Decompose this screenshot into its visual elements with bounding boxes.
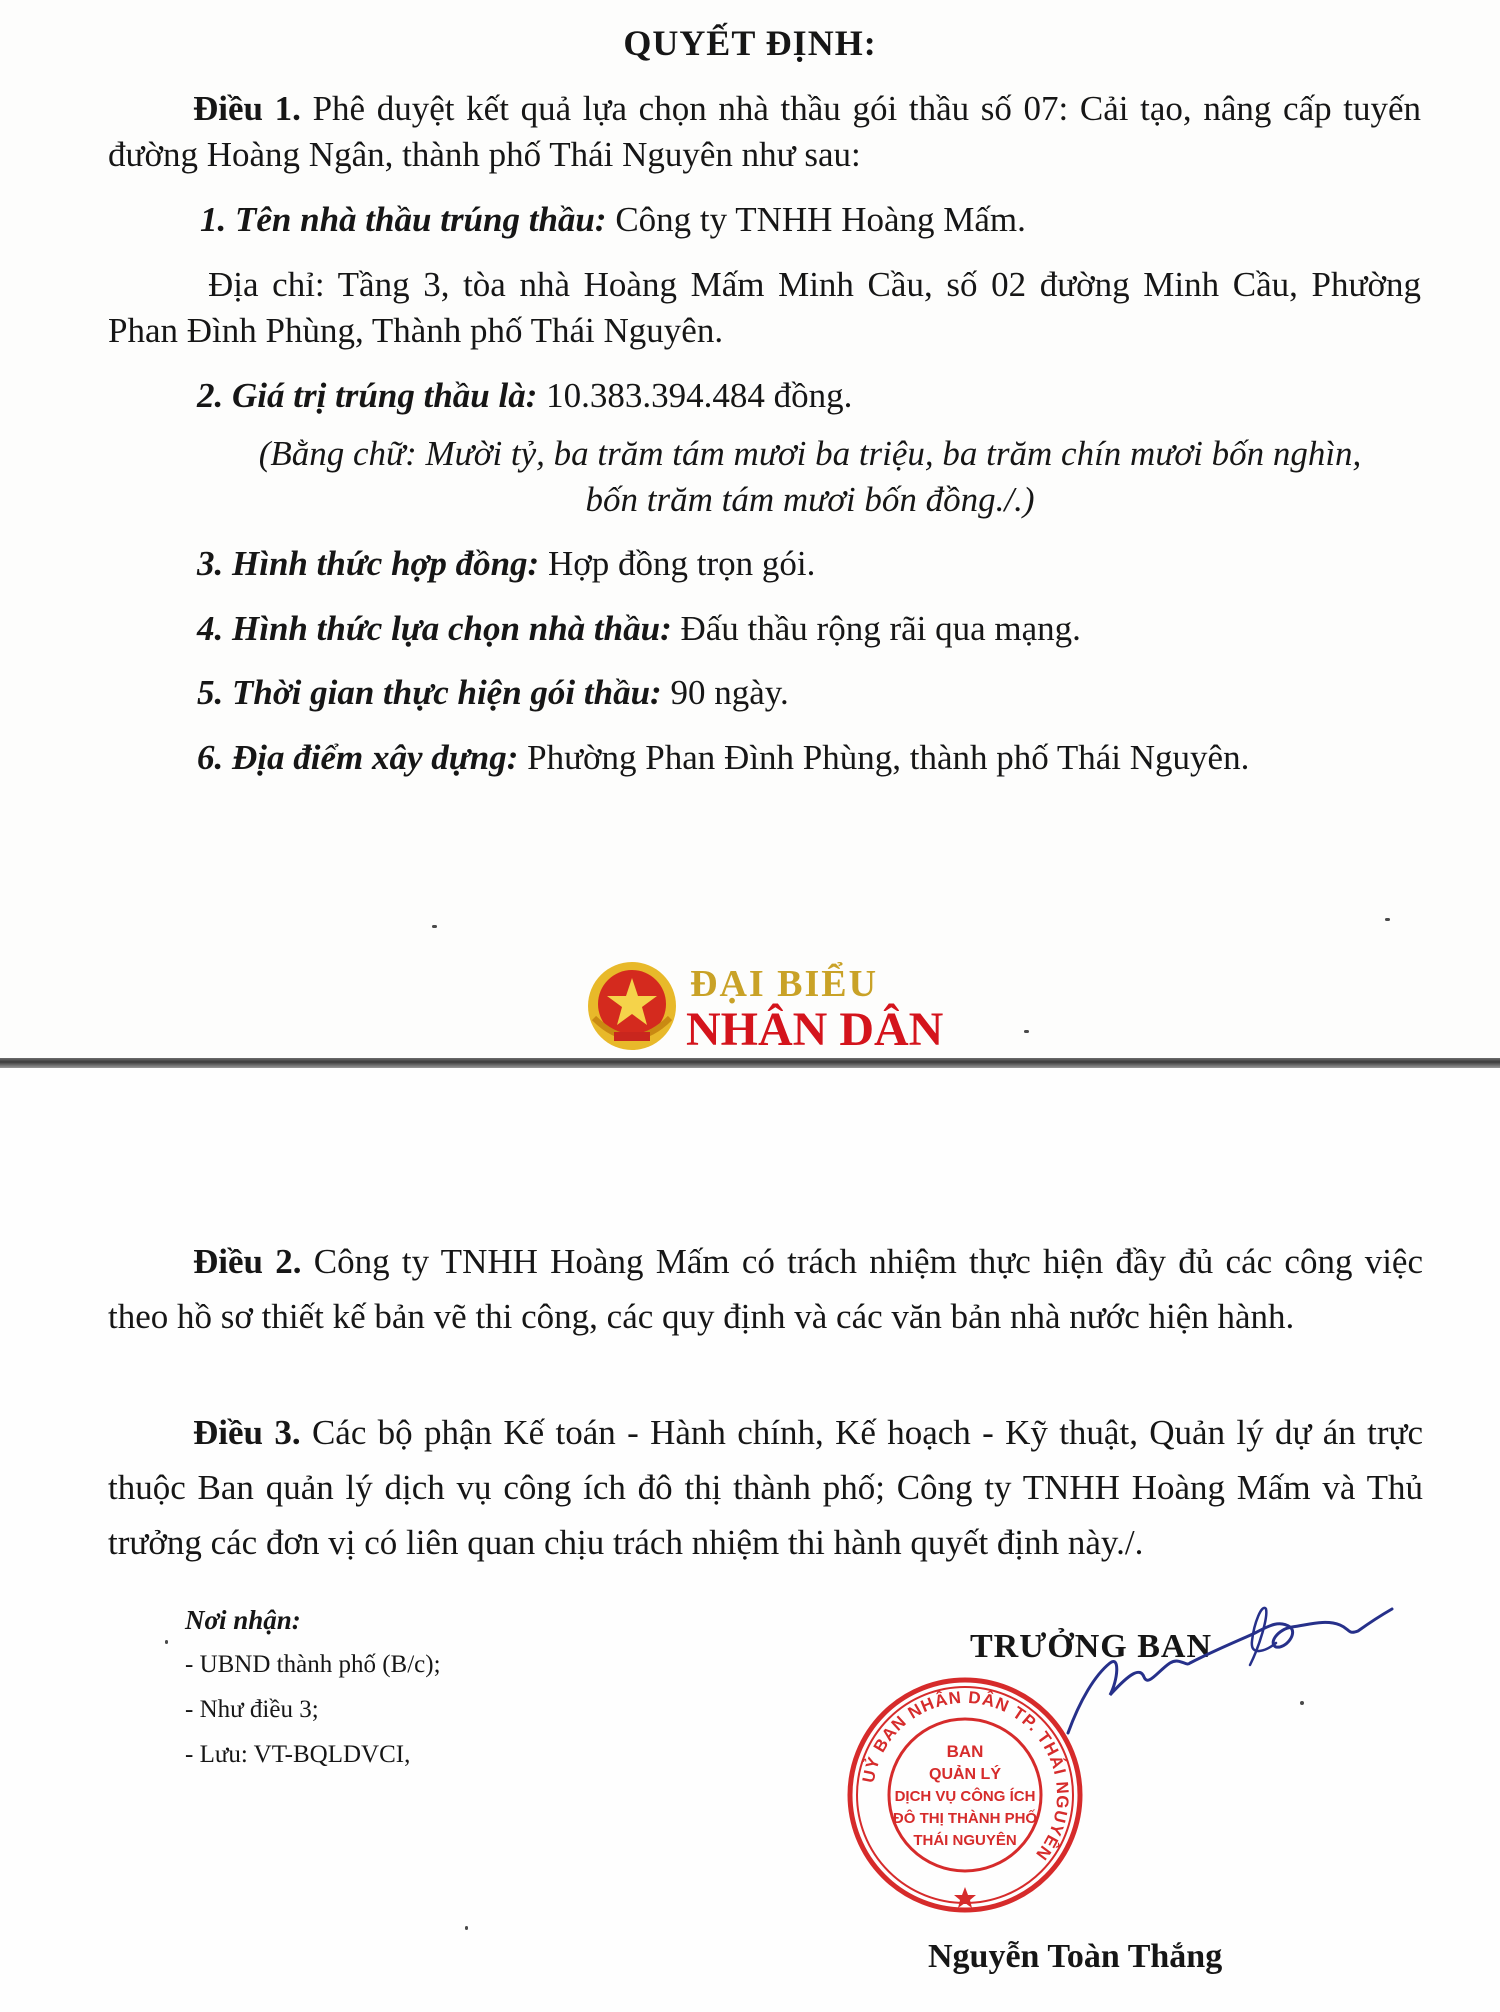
- signer-position: TRƯỞNG BAN: [970, 1628, 1213, 1665]
- contractor-address: [108, 262, 1421, 354]
- recipient-item: - Như điều 3;: [185, 1696, 319, 1723]
- dai-bieu-nhan-dan-watermark: [580, 958, 944, 1058]
- contract-type-value: Hợp đồng trọn gói.: [547, 544, 816, 583]
- contractor-address-value: Tầng 3, tòa nhà Hoàng Mấm Minh Cầu, số 02 đường Minh Cầu, Phường Phan Đình Phùng, Thành phố Thái Nguyên.: [108, 265, 1421, 350]
- contract-value: [197, 373, 1437, 419]
- scan-speck: [465, 1926, 468, 1930]
- scan-speck: [432, 925, 437, 928]
- scan-speck: [165, 1640, 168, 1644]
- watermark-line-2: NHÂN DÂN: [686, 1003, 944, 1056]
- article-1-text: Phê duyệt kết quả lựa chọn nhà thầu gói thầu số 07: Cải tạo, nâng cấp tuyến đường Hoàng Ngân, thành phố Thái Nguyên như sau:: [108, 89, 1422, 174]
- seal-line: QUẢN LÝ: [929, 1766, 1001, 1783]
- seal-ring-text: UỶ BAN NHÂN DÂN TP. THÁI NGUYÊN: [858, 1687, 1073, 1865]
- contractor-name: [200, 197, 1440, 243]
- contract-type: [197, 541, 1437, 587]
- execution-time-label: 5. Thời gian thực hiện gói thầu:: [197, 673, 662, 712]
- contract-value-amount: 10.383.394.484 đồng.: [546, 376, 853, 415]
- selection-method: [197, 606, 1437, 652]
- contractor-name-value: Công ty TNHH Hoàng Mấm.: [615, 200, 1026, 239]
- execution-time: [197, 670, 1437, 716]
- seal-line: DỊCH VỤ CÔNG ÍCH: [894, 1788, 1036, 1805]
- construction-location-value: Phường Phan Đình Phùng, thành phố Thái Nguyên.: [527, 738, 1250, 777]
- seal-line: THÁI NGUYÊN: [913, 1832, 1017, 1849]
- recipient-item: - UBND thành phố (B/c);: [185, 1651, 441, 1678]
- decision-title: QUYẾT ĐỊNH:: [623, 23, 877, 63]
- contract-type-label: 3. Hình thức hợp đồng:: [197, 544, 540, 583]
- contractor-name-label: 1. Tên nhà thầu trúng thầu:: [200, 200, 607, 239]
- contract-value-label: 2. Giá trị trúng thầu là:: [197, 376, 538, 415]
- contractor-address-label: Địa chỉ:: [208, 265, 325, 304]
- seal-line: ĐÔ THỊ THÀNH PHỐ: [892, 1810, 1038, 1827]
- recipients-title: Nơi nhận:: [185, 1605, 301, 1635]
- article-3-label: Điều 3.: [193, 1413, 301, 1452]
- construction-location-label: 6. Địa điểm xây dựng:: [197, 738, 519, 777]
- article-2-text: Công ty TNHH Hoàng Mấm có trách nhiệm thực hiện đầy đủ các công việc theo hồ sơ thiết kế bản vẽ thi công, các quy định và các văn bản nhà nước hiện hành.: [108, 1242, 1423, 1336]
- construction-location: [197, 735, 1457, 781]
- article-2-label: Điều 2.: [193, 1242, 302, 1281]
- article-3-text: Các bộ phận Kế toán - Hành chính, Kế hoạch - Kỹ thuật, Quản lý dự án trực thuộc Ban quản lý dịch vụ công ích đô thị thành phố; Công ty TNHH Hoàng Mấm và Thủ trưởng các đơn vị có liên quan chịu trách nhiệm thi hành quyết định này./.: [108, 1413, 1424, 1562]
- signer-name: Nguyễn Toàn Thắng: [928, 1938, 1223, 1975]
- selection-method-label: 4. Hình thức lựa chọn nhà thầu:: [197, 609, 672, 648]
- contract-value-words: (Bằng chữ: Mười tỷ, ba trăm tám mươi ba triệu, ba trăm chín mươi bốn nghìn, bốn trăm tám mươi bốn đồng./.): [258, 434, 1362, 519]
- seal-line: BAN: [946, 1742, 984, 1761]
- execution-time-value: 90 ngày.: [670, 673, 789, 712]
- scan-speck: [1385, 918, 1390, 921]
- national-emblem-icon: [580, 958, 684, 1058]
- article-3: [108, 1405, 1423, 1570]
- scan-speck: [1024, 1030, 1029, 1033]
- article-1: [108, 86, 1421, 178]
- page-divider: [0, 1058, 1500, 1068]
- article-2: [108, 1234, 1423, 1344]
- watermark-line-1: ĐẠI BIỂU: [690, 963, 879, 1005]
- article-1-label: Điều 1.: [193, 89, 301, 128]
- recipient-item: - Lưu: VT-BQLDVCI,: [185, 1741, 411, 1768]
- selection-method-value: Đấu thầu rộng rãi qua mạng.: [680, 609, 1081, 648]
- handwritten-signature: [1040, 1605, 1400, 1745]
